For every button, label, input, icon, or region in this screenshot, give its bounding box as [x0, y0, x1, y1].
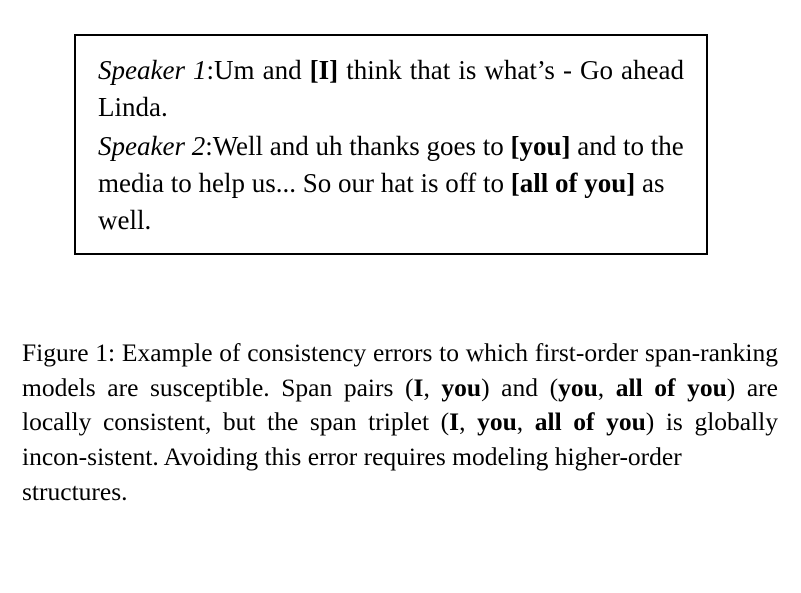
caption-part-2: ) and (	[481, 372, 559, 402]
mention-all-of-you: [all of you]	[510, 167, 636, 198]
utterance-1-post: think that is what’s - Go ahead Linda.	[98, 55, 685, 122]
utterance-1-pre: Um and	[214, 55, 310, 85]
example-transcript-box	[74, 34, 708, 255]
caption-part-4: ) is globally incon-sistent. Avoiding this error requires modeling higher-order	[22, 407, 779, 472]
utterance-2-mid: and to the media to help us... So our hat is off to	[98, 130, 684, 198]
utterance-2-pre: Well and uh thanks goes to	[212, 130, 511, 161]
caption-part-3: ) are locally consistent, but the span triplet (	[22, 372, 778, 437]
caption-sep-4: ,	[516, 407, 535, 437]
caption-mention-1: I	[413, 372, 424, 402]
caption-sep-3: ,	[459, 407, 478, 437]
caption-mention-5: I	[449, 407, 460, 437]
speaker-colon-2: :	[205, 130, 213, 161]
caption-sep-2: ,	[597, 372, 616, 402]
caption-part-1: Example of consistency errors to which first-order span-ranking models are susceptible. Span pairs (	[22, 338, 778, 402]
caption-mention-4: all of you	[615, 372, 727, 402]
caption-mention-6: you	[477, 407, 517, 437]
mention-you: [you]	[510, 130, 571, 161]
caption-sep-1: ,	[423, 372, 442, 402]
caption-mention-7: all of you	[534, 407, 646, 437]
caption-label: Figure 1:	[22, 338, 116, 367]
caption-mention-3: you	[558, 372, 598, 402]
utterance-speaker-2	[98, 128, 684, 239]
utterance-2-post: as well.	[98, 167, 665, 235]
figure-caption	[22, 336, 778, 509]
mention-i: [I]	[309, 55, 339, 85]
caption-mention-2: you	[441, 372, 482, 402]
speaker-colon-1: :	[206, 55, 215, 85]
speaker-label-1: Speaker 1	[98, 55, 207, 85]
utterance-speaker-1	[98, 52, 684, 126]
speaker-label-2: Speaker 2	[98, 130, 206, 161]
caption-part-5: structures.	[22, 476, 128, 506]
